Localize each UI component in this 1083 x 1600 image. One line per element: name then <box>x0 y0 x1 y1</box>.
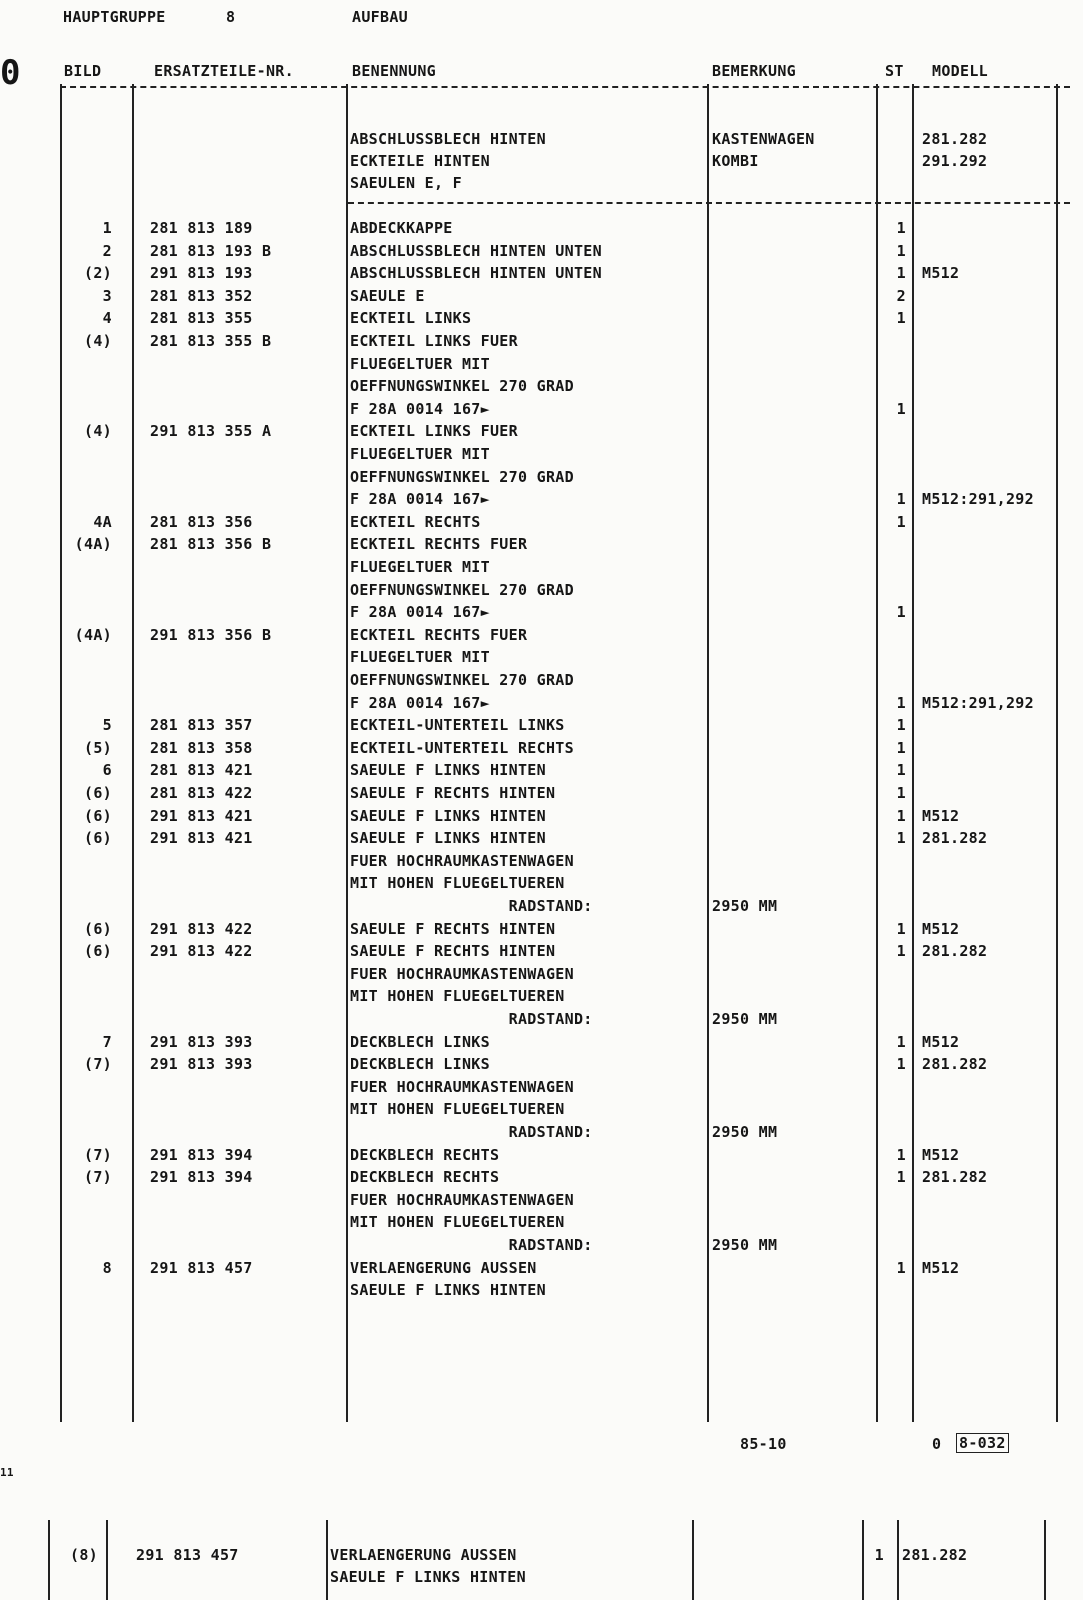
footer-code-prefix: 0 <box>932 1435 942 1453</box>
part-number: 291 813 422 <box>150 942 253 961</box>
part-quantity: 1 <box>896 738 906 757</box>
group-model: 291.292 <box>922 152 988 170</box>
margin-mark: 0 <box>0 53 21 93</box>
part-description: SAEULE F LINKS HINTEN <box>350 1281 546 1300</box>
part-description: F 28A 0014 167► <box>350 490 490 509</box>
part-quantity: 1 <box>896 1168 906 1187</box>
part-number: 281 813 357 <box>150 716 253 735</box>
hauptgruppe-value: 8 <box>226 8 236 26</box>
part-remark: 2950 MM <box>712 1123 778 1141</box>
part-number: 291 813 457 <box>136 1546 239 1564</box>
part-number: 281 813 355 B <box>150 332 272 350</box>
part-description: ECKTEIL RECHTS FUER <box>350 535 528 554</box>
part-model: 281.282 <box>922 1168 988 1187</box>
part-model: 281.282 <box>922 829 988 848</box>
part-description: FUER HOCHRAUMKASTENWAGEN <box>350 851 574 870</box>
part-model: 281.282 <box>902 1546 968 1564</box>
part-bild: 5 <box>102 716 112 735</box>
footer-date: 85-10 <box>740 1435 787 1453</box>
part-description: FLUEGELTUER MIT <box>350 558 490 576</box>
part-description: SAEULE F LINKS HINTEN <box>350 829 546 848</box>
part-bild: (6) <box>84 806 112 825</box>
part-description: SAEULE F LINKS HINTEN <box>350 761 546 780</box>
table-rule <box>326 1520 328 1600</box>
part-quantity: 1 <box>896 716 906 735</box>
part-description: FLUEGELTUER MIT <box>350 648 490 667</box>
part-quantity: 1 <box>896 1145 906 1164</box>
part-bild: (7) <box>84 1055 112 1074</box>
table-rule <box>132 84 134 1422</box>
table-rule <box>876 84 878 1422</box>
part-bild: (7) <box>84 1168 112 1187</box>
part-bild: 7 <box>102 1032 112 1051</box>
table-rule <box>346 84 348 1422</box>
part-model: M512 <box>922 1145 960 1164</box>
part-bild: 1 <box>102 219 112 237</box>
part-number: 291 813 393 <box>150 1055 253 1074</box>
part-description: ECKTEIL LINKS FUER <box>350 422 518 441</box>
part-quantity: 1 <box>896 241 906 260</box>
part-description: F 28A 0014 167► <box>350 399 490 418</box>
part-quantity: 1 <box>874 1546 884 1564</box>
table-rule <box>60 84 62 1422</box>
col-header-benennung: BENENNUNG <box>352 62 436 80</box>
part-description: SAEULE F LINKS HINTEN <box>350 806 546 825</box>
part-description: MIT HOHEN FLUEGELTUEREN <box>350 1100 565 1119</box>
part-bild: (4) <box>84 332 112 350</box>
part-model: M512 <box>922 264 960 283</box>
part-description: FUER HOCHRAUMKASTENWAGEN <box>350 1077 574 1096</box>
part-description: SAEULE E <box>350 286 425 305</box>
table-rule <box>897 1520 899 1600</box>
group-model: 281.282 <box>922 130 988 148</box>
part-description: DECKBLECH RECHTS <box>350 1145 500 1164</box>
group-line: ABSCHLUSSBLECH HINTEN <box>350 130 546 148</box>
table-rule <box>1044 1520 1046 1600</box>
part-quantity: 1 <box>896 1032 906 1051</box>
part-bild: 3 <box>102 286 112 305</box>
part-description: MIT HOHEN FLUEGELTUEREN <box>350 874 565 893</box>
part-description: RADSTAND: <box>350 897 593 915</box>
part-description: DECKBLECH LINKS <box>350 1032 490 1051</box>
part-number: 291 813 422 <box>150 919 253 938</box>
part-bild: 2 <box>102 241 112 260</box>
part-number: 291 813 393 <box>150 1032 253 1051</box>
table-rule <box>106 1520 108 1600</box>
part-quantity: 1 <box>896 784 906 802</box>
part-description: FLUEGELTUER MIT <box>350 445 490 463</box>
part-quantity: 1 <box>896 693 906 712</box>
part-description: F 28A 0014 167► <box>350 603 490 622</box>
part-description: MIT HOHEN FLUEGELTUEREN <box>350 1213 565 1232</box>
part-description: F 28A 0014 167► <box>350 693 490 712</box>
part-model: M512 <box>922 806 960 825</box>
part-number: 291 813 355 A <box>150 422 272 441</box>
part-description: SAEULE F RECHTS HINTEN <box>350 784 556 802</box>
group-remark: KASTENWAGEN <box>712 130 815 148</box>
part-description: ECKTEIL RECHTS <box>350 512 481 531</box>
part-quantity: 1 <box>896 1055 906 1074</box>
part-bild: (6) <box>84 919 112 938</box>
group-line: SAEULEN E, F <box>350 174 462 192</box>
part-number: 281 813 193 B <box>150 241 272 260</box>
part-quantity: 1 <box>896 512 906 531</box>
page-title: AUFBAU <box>352 8 408 26</box>
part-number: 281 813 356 B <box>150 535 272 554</box>
part-number: 281 813 189 <box>150 219 253 237</box>
part-bild: 6 <box>102 761 112 780</box>
part-quantity: 1 <box>896 264 906 283</box>
part-description: RADSTAND: <box>350 1123 593 1141</box>
part-description: ECKTEIL-UNTERTEIL RECHTS <box>350 738 574 757</box>
col-header-st: ST <box>885 62 904 80</box>
part-bild: 4 <box>102 309 112 328</box>
part-number: 281 813 355 <box>150 309 253 328</box>
table-rule <box>692 1520 694 1600</box>
part-bild: (4A) <box>74 535 112 554</box>
part-quantity: 1 <box>896 761 906 780</box>
hauptgruppe-label: HAUPTGRUPPE <box>63 8 166 26</box>
part-number: 281 813 352 <box>150 286 253 305</box>
part-bild: (5) <box>84 738 112 757</box>
part-bild: (8) <box>70 1546 98 1564</box>
part-description: MIT HOHEN FLUEGELTUEREN <box>350 987 565 1006</box>
part-number: 291 813 421 <box>150 806 253 825</box>
part-model: M512:291,292 <box>922 693 1034 712</box>
part-description: VERLAENGERUNG AUSSEN <box>330 1546 517 1564</box>
part-description: ABSCHLUSSBLECH HINTEN UNTEN <box>350 264 602 283</box>
part-quantity: 2 <box>896 286 906 305</box>
part-description: VERLAENGERUNG AUSSEN <box>350 1258 537 1277</box>
part-model: M512 <box>922 919 960 938</box>
part-bild: (6) <box>84 829 112 848</box>
part-quantity: 1 <box>896 1258 906 1277</box>
part-bild: 4A <box>93 512 112 531</box>
part-quantity: 1 <box>896 399 906 418</box>
group-separator <box>348 202 1070 204</box>
part-description: FUER HOCHRAUMKASTENWAGEN <box>350 964 574 983</box>
col-header-bemerkung: BEMERKUNG <box>712 62 796 80</box>
part-remark: 2950 MM <box>712 1010 778 1028</box>
part-bild: (6) <box>84 784 112 802</box>
table-rule <box>1056 84 1058 1422</box>
col-header-modell: MODELL <box>932 62 988 80</box>
part-description: FLUEGELTUER MIT <box>350 354 490 373</box>
part-remark: 2950 MM <box>712 897 778 915</box>
part-model: 281.282 <box>922 942 988 961</box>
part-description: SAEULE F LINKS HINTEN <box>330 1568 526 1586</box>
part-model: M512 <box>922 1258 960 1277</box>
part-bild: (4) <box>84 422 112 441</box>
part-number: 291 813 394 <box>150 1168 253 1187</box>
part-description: RADSTAND: <box>350 1010 593 1028</box>
table-rule <box>912 84 914 1422</box>
part-number: 291 813 457 <box>150 1258 253 1277</box>
part-description: OEFFNUNGSWINKEL 270 GRAD <box>350 377 574 396</box>
footer-margin-mark: 11 <box>0 1466 14 1479</box>
part-bild: (2) <box>84 264 112 283</box>
part-quantity: 1 <box>896 829 906 848</box>
part-remark: 2950 MM <box>712 1236 778 1254</box>
part-quantity: 1 <box>896 219 906 237</box>
part-quantity: 1 <box>896 806 906 825</box>
part-bild: 8 <box>102 1258 112 1277</box>
part-description: ECKTEIL-UNTERTEIL LINKS <box>350 716 565 735</box>
part-description: ABSCHLUSSBLECH HINTEN UNTEN <box>350 241 602 260</box>
part-model: M512:291,292 <box>922 490 1034 509</box>
header-separator <box>60 86 1070 88</box>
part-number: 281 813 421 <box>150 761 253 780</box>
part-number: 291 813 394 <box>150 1145 253 1164</box>
part-quantity: 1 <box>896 919 906 938</box>
part-description: ECKTEIL LINKS <box>350 309 472 328</box>
part-description: OEFFNUNGSWINKEL 270 GRAD <box>350 467 574 486</box>
part-description: ABDECKKAPPE <box>350 219 453 237</box>
col-header-bild: BILD <box>64 62 102 80</box>
part-quantity: 1 <box>896 942 906 961</box>
part-quantity: 1 <box>896 490 906 509</box>
group-remark: KOMBI <box>712 152 759 170</box>
part-description: DECKBLECH RECHTS <box>350 1168 500 1187</box>
part-model: 281.282 <box>922 1055 988 1074</box>
part-model: M512 <box>922 1032 960 1051</box>
part-bild: (4A) <box>74 625 112 644</box>
part-number: 291 813 193 <box>150 264 253 283</box>
part-bild: (7) <box>84 1145 112 1164</box>
part-number: 281 813 358 <box>150 738 253 757</box>
part-number: 281 813 356 <box>150 512 253 531</box>
part-description: FUER HOCHRAUMKASTENWAGEN <box>350 1190 574 1209</box>
part-description: RADSTAND: <box>350 1236 593 1254</box>
part-number: 291 813 421 <box>150 829 253 848</box>
part-quantity: 1 <box>896 309 906 328</box>
part-bild: (6) <box>84 942 112 961</box>
part-quantity: 1 <box>896 603 906 622</box>
part-number: 281 813 422 <box>150 784 253 802</box>
part-description: OEFFNUNGSWINKEL 270 GRAD <box>350 671 574 689</box>
part-description: SAEULE F RECHTS HINTEN <box>350 942 556 961</box>
part-description: ECKTEIL RECHTS FUER <box>350 625 528 644</box>
table-rule <box>707 84 709 1422</box>
group-line: ECKTEILE HINTEN <box>350 152 490 170</box>
part-number: 291 813 356 B <box>150 625 272 644</box>
part-description: SAEULE F RECHTS HINTEN <box>350 919 556 938</box>
part-description: ECKTEIL LINKS FUER <box>350 332 518 350</box>
part-description: OEFFNUNGSWINKEL 270 GRAD <box>350 580 574 599</box>
part-description: DECKBLECH LINKS <box>350 1055 490 1074</box>
footer-page-code: 8-032 <box>956 1433 1009 1453</box>
col-header-nr: ERSATZTEILE-NR. <box>154 62 294 80</box>
